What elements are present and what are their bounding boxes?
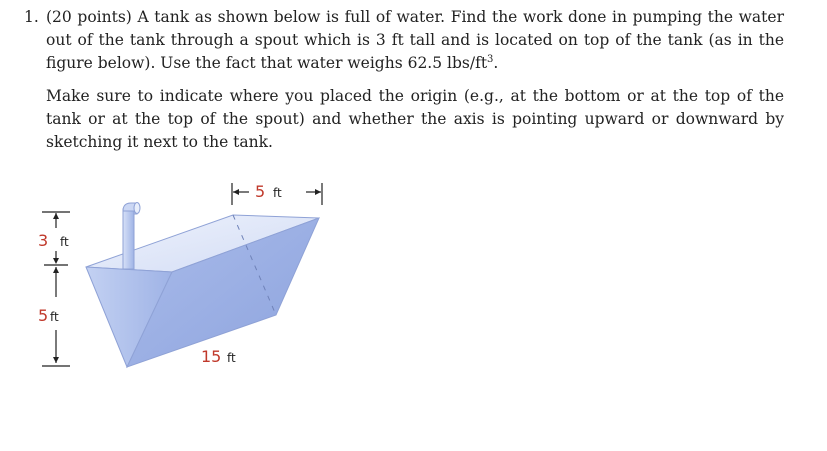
top-dim-arrow-right bbox=[315, 189, 321, 195]
depth-unit: ft bbox=[50, 310, 59, 324]
tank-diagram bbox=[30, 175, 340, 375]
spout-height-value: 3 bbox=[38, 231, 49, 250]
depth-dim-arrow-bottom bbox=[53, 357, 59, 363]
tank-figure bbox=[30, 175, 340, 375]
problem-number: 1. bbox=[24, 8, 39, 26]
top-dim-arrow-left bbox=[233, 189, 239, 195]
problem-paragraph-1-end: . bbox=[493, 54, 499, 72]
length-value: 15 bbox=[201, 347, 222, 366]
spout-dim-arrow-top bbox=[53, 213, 59, 219]
problem-paragraph-1-text: (20 points) A tank as shown below is full of water. Find the work done in pumping the water out of the tank through a spout which is 3 ft tall and is located on top of the tank (as in the figure below). Use the fact that water weighs 62.5 lbs/ft bbox=[46, 8, 784, 72]
top-width-unit: ft bbox=[273, 186, 282, 200]
spout-opening bbox=[134, 203, 140, 214]
depth-dim-arrow-top bbox=[53, 267, 59, 273]
problem-paragraph-2: Make sure to indicate where you placed the origin (e.g., at the bottom or at the top of the tank or at the top of the spout) and whether the axis is pointing upward or downward by sketching it next to the tank. bbox=[46, 87, 784, 151]
problem-text bbox=[46, 6, 784, 154]
spout-height-unit: ft bbox=[60, 235, 69, 249]
spout-dim-arrow-bottom bbox=[53, 258, 59, 264]
depth-value: 5 bbox=[38, 306, 49, 325]
length-unit: ft bbox=[227, 351, 236, 365]
top-width-value: 5 bbox=[255, 182, 266, 201]
cube-superscript: 3 bbox=[487, 53, 494, 65]
problem-paragraph-1 bbox=[46, 6, 784, 75]
spout-icon bbox=[123, 209, 134, 269]
problem-1 bbox=[24, 6, 784, 154]
